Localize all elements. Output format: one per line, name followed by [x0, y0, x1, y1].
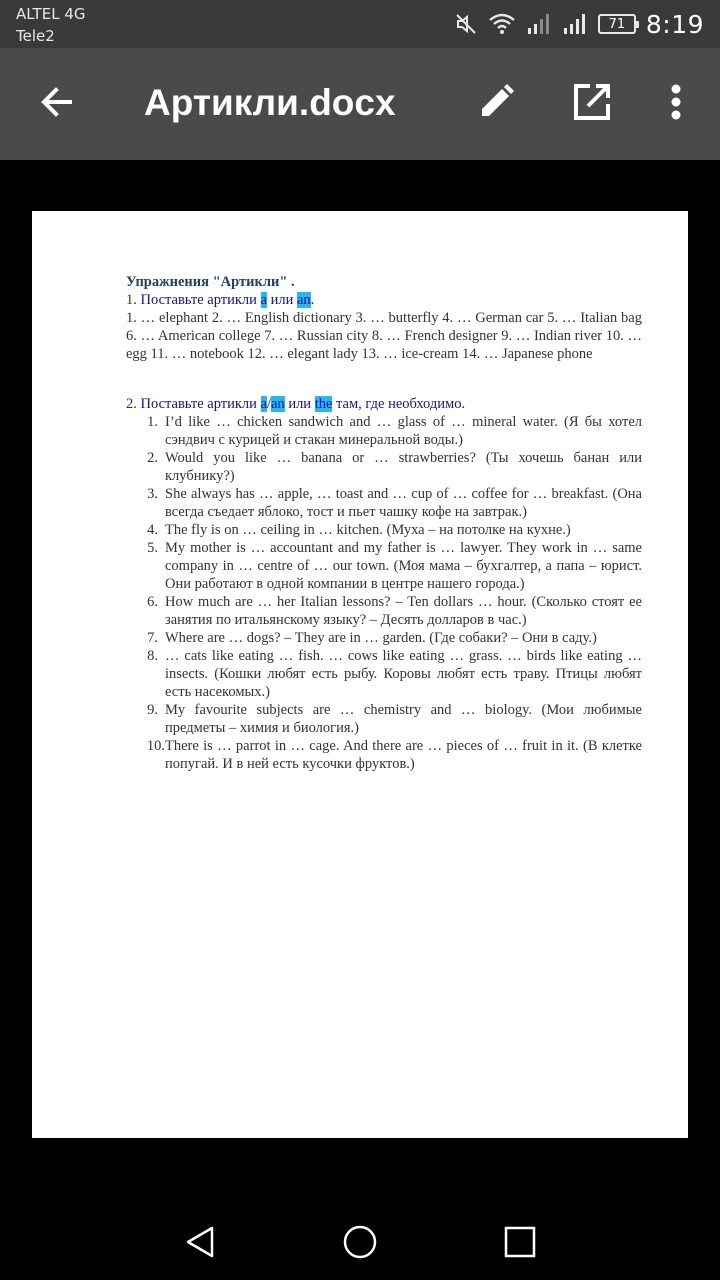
exercise-heading: Упражнения "Артикли" . [126, 274, 295, 290]
app-toolbar [0, 48, 720, 160]
list-item: 1. I’d like … chicken sandwich and … glass of … mineral water. (Я бы хотел сэндвич с курицей и стакан минеральной воды.) [147, 414, 642, 448]
highlight-an: an [271, 396, 285, 412]
list-item: 8. … cats like eating … fish. … cows like eating … grass. … birds like eating … insects. (Кошки любят есть рыбу. Коровы любят есть траву. Птицы любят есть насекомых.) [147, 648, 642, 700]
nav-back-icon [182, 1224, 218, 1264]
edit-button[interactable] [466, 74, 526, 134]
more-vert-icon [670, 84, 682, 124]
pencil-icon [476, 82, 516, 126]
back-arrow-icon [38, 84, 74, 124]
more-options-button[interactable] [646, 74, 706, 134]
carrier-name-primary: ALTEL 4G [16, 5, 86, 23]
wifi-icon [488, 12, 516, 36]
mute-icon [454, 12, 478, 36]
highlight-a: a [260, 396, 267, 412]
signal-icon [526, 12, 552, 36]
battery-icon: 71 [598, 14, 636, 34]
signal-icon [562, 12, 588, 36]
task-2-list [126, 413, 642, 773]
list-item: 7. Where are … dogs? – They are in … garden. (Где собаки? – Они в саду.) [147, 630, 597, 646]
status-bar [0, 0, 720, 48]
highlight-a: a [260, 292, 267, 308]
document-page[interactable] [32, 211, 688, 1138]
carrier-name-secondary: Tele2 [16, 27, 55, 45]
open-external-button[interactable] [562, 74, 622, 134]
task-2-title: 2. Поставьте артикли a/an или the там, где необходимо. [126, 396, 466, 412]
list-item: 2. Would you like … banana or … strawberries? (Ты хочешь банан или клубнику?) [147, 450, 642, 484]
document-content [126, 273, 642, 773]
clock: 8:19 [645, 9, 704, 39]
list-item: 3. She always has … apple, … toast and … cup of … coffee for … breakfast. (Она всегда съедает яблоко, тост и пьет чашку кофе на завтрак.) [147, 486, 642, 520]
highlight-an: an [296, 292, 311, 308]
highlight-the: the [314, 396, 333, 412]
nav-home-icon [342, 1224, 378, 1264]
list-item: 10. There is … parrot in … cage. And there are … pieces of … fruit in it. (В клетке попугай. И в ней есть кусочки фруктов.) [146, 738, 642, 772]
document-viewer[interactable] [0, 160, 720, 1200]
task-1-body: 1. … elephant 2. … English dictionary 3. … butterfly 4. … German car 5. … Italian bag 6. … American college 7. … Russian city 8. … French designer 9. … Indian river 10. … egg 11. … notebook 12. … elegant lady 13. … ice-cream 14. … Japanese phone [126, 310, 642, 362]
back-button[interactable] [26, 74, 86, 134]
status-icons [454, 0, 704, 48]
list-item: 4. The fly is on … ceiling in … kitchen. (Муха – на потолке на кухне.) [147, 522, 571, 538]
list-item: 9. My favourite subjects are … chemistry and … biology. (Мои любимые предметы – химия и биология.) [147, 702, 642, 736]
list-item: 6. How much are … her Italian lessons? – Ten dollars … hour. (Сколько стоят ее занятия по итальянскому языку? – Десять долларов в час.) [147, 594, 642, 628]
list-item: 5. My mother is … accountant and my father is … lawyer. They work in … same company in … centre of … our town. (Моя мама – бухгалтер, а папа – юрист. Они работают в одной компании в центре нашего города.) [147, 540, 642, 592]
document-title: Артикли.docx [144, 82, 396, 123]
system-navigation-bar [0, 1200, 720, 1280]
open-external-icon [572, 82, 612, 126]
nav-recents-icon [503, 1225, 537, 1263]
task-1-title: 1. Поставьте артикли a или an. [126, 292, 315, 308]
nav-recents-button[interactable] [490, 1214, 550, 1274]
nav-back-button[interactable] [170, 1214, 230, 1274]
nav-home-button[interactable] [330, 1214, 390, 1274]
